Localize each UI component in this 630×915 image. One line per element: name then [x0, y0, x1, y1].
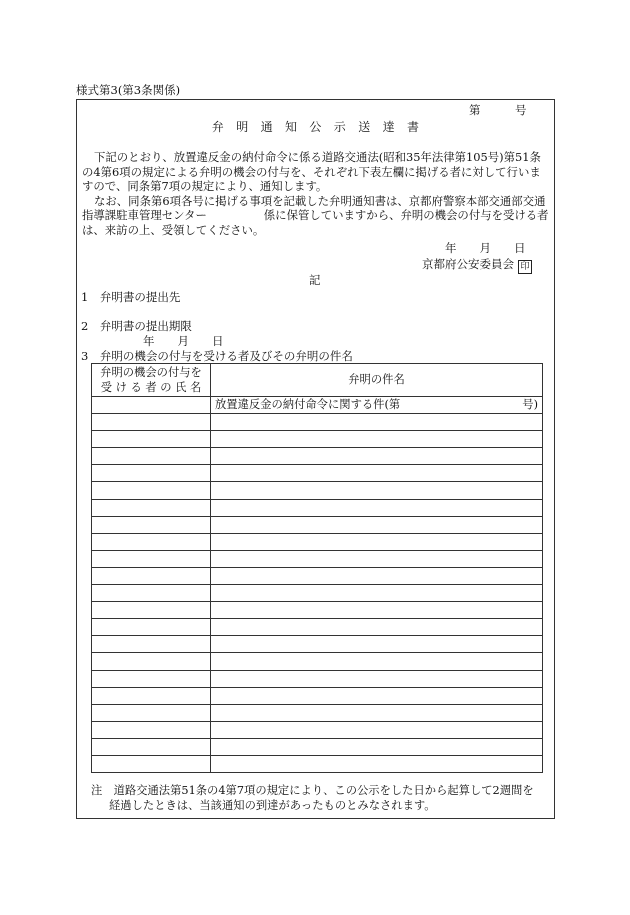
table-row	[92, 448, 543, 465]
name-cell[interactable]	[92, 533, 211, 550]
subject-cell[interactable]	[211, 567, 543, 584]
item-1: 1 弁明書の提出先	[81, 290, 181, 304]
table-row	[92, 465, 543, 482]
name-cell[interactable]	[92, 687, 211, 704]
subject-cell[interactable]	[211, 465, 543, 482]
note	[91, 783, 551, 813]
subject-cell[interactable]	[211, 533, 543, 550]
table-row	[92, 653, 543, 670]
document-frame	[76, 99, 555, 819]
table-row	[92, 431, 543, 448]
subject-cell[interactable]	[211, 448, 543, 465]
name-cell[interactable]	[92, 499, 211, 516]
seal-mark: 印	[518, 260, 532, 274]
table-row	[92, 516, 543, 533]
subject-cell[interactable]	[211, 755, 543, 772]
name-cell[interactable]	[92, 550, 211, 567]
table-row	[92, 397, 543, 414]
table-row	[92, 482, 543, 499]
table-row	[92, 738, 543, 755]
subject-cell[interactable]: 放置違反金の納付命令に関する件(第 号)	[211, 397, 543, 414]
table-row	[92, 704, 543, 721]
table-row	[92, 550, 543, 567]
name-cell[interactable]	[92, 721, 211, 738]
note-line-1: 注 道路交通法第51条の4第7項の規定により、この公示をした日から起算して2週間を	[91, 784, 534, 797]
note-line-2: 経過したときは、当該通知の到達があったものとみなされます。	[109, 799, 436, 812]
subject-cell[interactable]	[211, 585, 543, 602]
table-row	[92, 619, 543, 636]
document-title: 弁 明 通 知 公 示 送 達 書	[211, 120, 420, 134]
table-row	[92, 585, 543, 602]
item-2: 2 弁明書の提出期限	[81, 319, 192, 333]
name-cell[interactable]	[92, 619, 211, 636]
table-header-row	[92, 364, 543, 397]
subject-cell[interactable]	[211, 653, 543, 670]
name-cell[interactable]	[92, 636, 211, 653]
recipients-table	[91, 363, 543, 773]
header-subject-cell: 弁明の件名	[211, 364, 543, 397]
subject-cell[interactable]	[211, 414, 543, 431]
table-row	[92, 602, 543, 619]
name-cell[interactable]	[92, 414, 211, 431]
subject-cell[interactable]	[211, 687, 543, 704]
name-cell[interactable]	[92, 516, 211, 533]
subject-cell[interactable]	[211, 704, 543, 721]
subject-cell[interactable]	[211, 619, 543, 636]
table-row	[92, 670, 543, 687]
name-cell[interactable]	[92, 602, 211, 619]
subject-cell[interactable]	[211, 602, 543, 619]
item-2-date: 年 月 日	[143, 334, 224, 348]
name-cell[interactable]	[92, 397, 211, 414]
table-row	[92, 721, 543, 738]
table-row	[92, 636, 543, 653]
subject-cell[interactable]	[211, 431, 543, 448]
name-cell[interactable]	[92, 448, 211, 465]
subject-cell[interactable]	[211, 721, 543, 738]
table-row	[92, 414, 543, 431]
name-cell[interactable]	[92, 704, 211, 721]
name-cell[interactable]	[92, 431, 211, 448]
name-cell[interactable]	[92, 670, 211, 687]
name-cell[interactable]	[92, 567, 211, 584]
item-3: 3 弁明の機会の付与を受ける者及びその弁明の件名	[81, 349, 353, 363]
name-cell[interactable]	[92, 585, 211, 602]
name-cell[interactable]	[92, 465, 211, 482]
header-name-cell: 弁明の機会の付与を 受 け る 者 の 氏 名	[92, 364, 211, 397]
table-row	[92, 755, 543, 772]
paragraph-2: なお、同条第6項各号に掲げる事項を記載した弁明通知書は、京都府警察本部交通部交通指導課駐車管理センター 係に保管していますから、弁明の機会の付与を受ける者は、来訪の上、受領してください。	[82, 193, 549, 237]
issue-date: 年 月 日	[445, 241, 526, 255]
subject-cell[interactable]	[211, 670, 543, 687]
subject-cell[interactable]	[211, 499, 543, 516]
subject-cell[interactable]	[211, 550, 543, 567]
issuer-line	[422, 257, 532, 274]
paragraph-1: 下記のとおり、放置違反金の納付命令に係る道路交通法(昭和35年法律第105号)第51条の4第6項の規定による弁明の機会の付与を、それぞれ下表左欄に掲げる者に対して行いますので、同条第7項の規定により、通知します。	[82, 150, 541, 194]
table-row	[92, 567, 543, 584]
table-row	[92, 533, 543, 550]
ki-heading: 記	[309, 273, 321, 287]
issuer-name: 京都府公安委員会	[422, 257, 514, 271]
name-cell[interactable]	[92, 755, 211, 772]
name-cell[interactable]	[92, 482, 211, 499]
number-label: 第 号	[469, 103, 527, 117]
form-label: 様式第3(第3条関係)	[76, 83, 181, 97]
subject-cell[interactable]	[211, 636, 543, 653]
name-cell[interactable]	[92, 738, 211, 755]
body-text	[82, 150, 550, 238]
subject-cell[interactable]	[211, 738, 543, 755]
table-row	[92, 499, 543, 516]
subject-cell[interactable]	[211, 516, 543, 533]
subject-cell[interactable]	[211, 482, 543, 499]
name-cell[interactable]	[92, 653, 211, 670]
table-row	[92, 687, 543, 704]
